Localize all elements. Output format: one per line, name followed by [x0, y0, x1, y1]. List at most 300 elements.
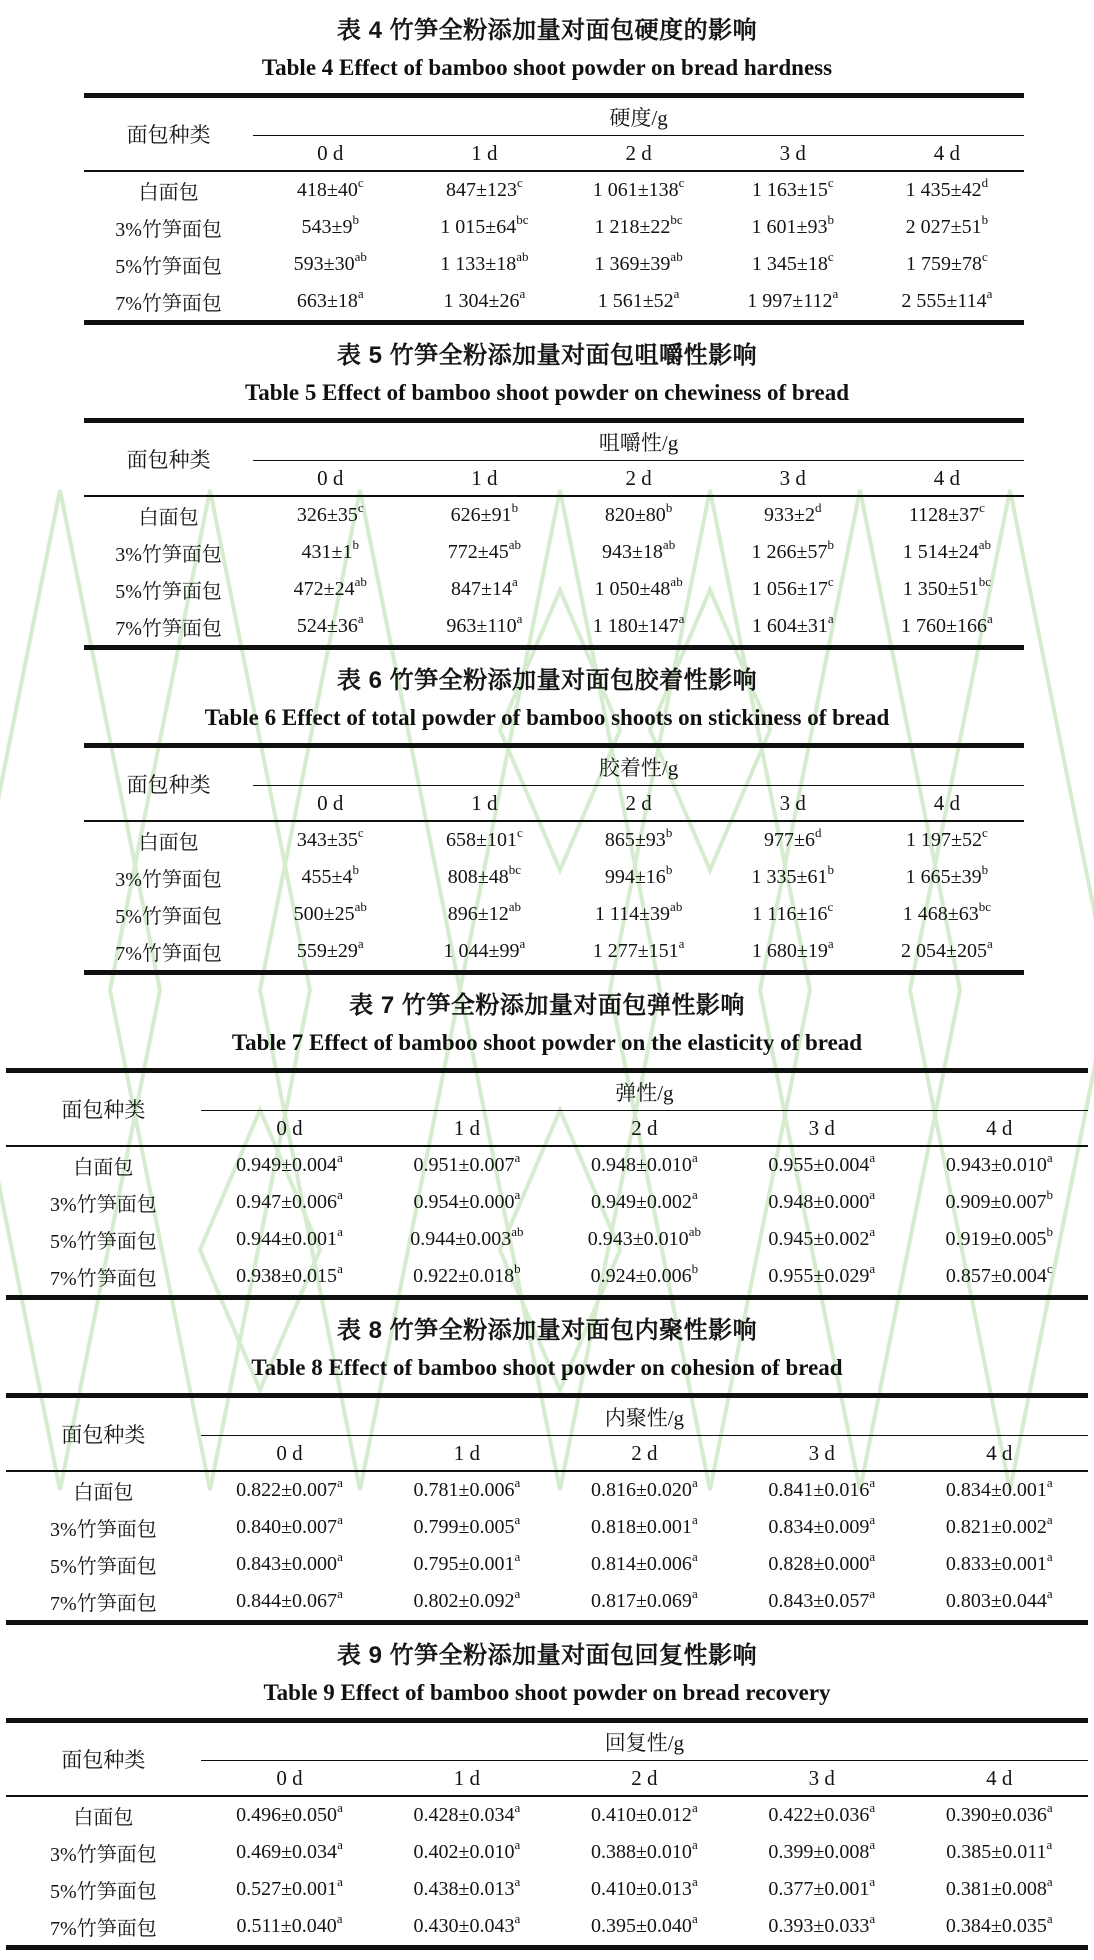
- measurement-value: 0.949±0.002: [590, 1191, 692, 1213]
- value-cell: [911, 1258, 1089, 1298]
- row-name: 7%竹笋面包: [115, 943, 222, 965]
- table-title-en: Table 6 Effect of total powder of bamboo shoots on stickiness of bread: [204, 705, 890, 730]
- measurement-value: 0.947±0.006: [236, 1191, 338, 1213]
- significance-letter: bc: [516, 212, 529, 227]
- measurement-value: 1 015±64: [440, 216, 517, 238]
- day-header: 3 d: [733, 1436, 910, 1472]
- table-body: [6, 1146, 1088, 1298]
- value-cell: [253, 821, 407, 859]
- value-cell: [378, 1184, 555, 1221]
- significance-letter: a: [357, 936, 364, 951]
- significance-letter: ab: [508, 537, 522, 552]
- significance-letter: b: [352, 212, 359, 227]
- significance-letter: ab: [354, 899, 367, 914]
- table-wrapper: [6, 1393, 1088, 1625]
- significance-letter: c: [982, 249, 988, 264]
- value-cell: [562, 933, 716, 973]
- measurement-value: 0.438±0.013: [413, 1878, 515, 1900]
- value-cell: [870, 608, 1024, 648]
- value-cell: [733, 1258, 910, 1298]
- measurement-value: 0.388±0.010: [590, 1841, 692, 1863]
- significance-letter: bc: [978, 899, 992, 914]
- measurement-value: 0.938±0.015: [236, 1265, 338, 1287]
- significance-letter: a: [869, 1512, 876, 1527]
- table-body: [84, 171, 1024, 323]
- value-cell: [556, 1258, 733, 1298]
- day-header: 2 d: [556, 1111, 733, 1147]
- table-wrapper: [84, 93, 1024, 325]
- value-cell: [201, 1509, 378, 1546]
- significance-letter: a: [514, 1837, 521, 1852]
- significance-letter: a: [869, 1261, 876, 1276]
- table-row: [84, 608, 1024, 648]
- measurement-value: 0.945±0.002: [768, 1228, 870, 1250]
- measurement-value: 1 680±19: [751, 940, 828, 962]
- significance-letter: a: [1046, 1837, 1053, 1852]
- significance-letter: a: [869, 1475, 876, 1490]
- value-cell: [733, 1834, 910, 1871]
- value-cell: [911, 1796, 1089, 1834]
- row-name: 白面包: [73, 1807, 134, 1829]
- significance-letter: a: [336, 1911, 343, 1926]
- measurement-value: 0.840±0.007: [236, 1516, 338, 1538]
- table-header: [84, 96, 1024, 172]
- significance-letter: a: [519, 936, 526, 951]
- data-table: [84, 93, 1024, 325]
- measurement-value: 0.822±0.007: [236, 1479, 338, 1501]
- measurement-value: 0.402±0.010: [413, 1841, 515, 1863]
- table-title-en: Table 7 Effect of bamboo shoot powder on the elasticity of bread: [231, 1030, 863, 1055]
- row-name: 白面包: [138, 832, 199, 854]
- value-cell: [733, 1221, 910, 1258]
- measurement-value: 0.843±0.000: [236, 1553, 338, 1575]
- day-header: 1 d: [407, 136, 561, 172]
- value-cell: [716, 534, 870, 571]
- measurement-value: 0.821±0.002: [945, 1516, 1047, 1538]
- measurement-value: 0.816±0.020: [590, 1479, 692, 1501]
- measurement-value: 524±36: [296, 615, 358, 637]
- table-title-zh: 表 8 竹笋全粉添加量对面包内聚性影响: [336, 1317, 758, 1344]
- value-cell: [556, 1546, 733, 1583]
- value-cell: [556, 1471, 733, 1509]
- header-row-measure: [6, 1721, 1088, 1761]
- measurement-value: 658±101: [446, 829, 518, 851]
- measurement-value: 0.922±0.018: [413, 1265, 515, 1287]
- value-cell: [716, 859, 870, 896]
- value-cell: [716, 933, 870, 973]
- significance-letter: c: [827, 899, 834, 914]
- day-header: 3 d: [716, 461, 870, 497]
- value-cell: [556, 1871, 733, 1908]
- measurement-value: 1 561±52: [597, 290, 674, 312]
- table-row: [84, 896, 1024, 933]
- day-header: 1 d: [407, 461, 561, 497]
- measurement-value: 0.803±0.044: [945, 1590, 1047, 1612]
- measurement-value: 0.802±0.092: [413, 1590, 515, 1612]
- measurement-value: 1 197±52: [906, 829, 982, 851]
- measurement-value: 1 277±151: [592, 940, 679, 962]
- measurement-value: 663±18: [296, 290, 358, 312]
- header-row-measure: [84, 421, 1024, 461]
- significance-letter: a: [516, 611, 523, 626]
- day-header: 2 d: [556, 1761, 733, 1797]
- data-table: [6, 1718, 1088, 1950]
- significance-letter: a: [514, 1800, 521, 1815]
- header-row-measure: [6, 1071, 1088, 1111]
- significance-letter: bc: [508, 862, 522, 877]
- measurement-value: 1 468±63: [902, 903, 979, 925]
- value-cell: [562, 171, 716, 209]
- value-cell: [556, 1796, 733, 1834]
- significance-letter: d: [814, 500, 822, 515]
- significance-letter: a: [691, 1874, 698, 1889]
- value-cell: [716, 171, 870, 209]
- value-cell: [556, 1834, 733, 1871]
- table-block: [0, 985, 1094, 1300]
- table-row: [84, 859, 1024, 896]
- measurement-value: 0.399±0.008: [768, 1841, 870, 1863]
- measurement-value: 1 180±147: [592, 615, 679, 637]
- value-cell: [253, 896, 407, 933]
- measurement-value: 0.410±0.013: [590, 1878, 692, 1900]
- significance-letter: a: [514, 1187, 521, 1202]
- significance-letter: a: [869, 1549, 876, 1564]
- day-header: 4 d: [870, 461, 1024, 497]
- value-cell: [201, 1583, 378, 1623]
- table-row: [84, 821, 1024, 859]
- significance-letter: a: [357, 286, 364, 301]
- measurement-value: 0.384±0.035: [945, 1915, 1047, 1937]
- measurement-value: 1 350±51: [902, 578, 979, 600]
- significance-letter: bc: [670, 212, 683, 227]
- measurement-value: 2 054±205: [901, 940, 987, 962]
- row-name: 3%竹笋面包: [115, 544, 222, 566]
- significance-letter: d: [814, 825, 822, 840]
- measurement-value: 0.377±0.001: [768, 1878, 870, 1900]
- value-cell: [870, 933, 1024, 973]
- significance-letter: a: [1046, 1586, 1053, 1601]
- row-name: 白面包: [73, 1157, 134, 1179]
- data-table: [6, 1068, 1088, 1300]
- table-row: [84, 246, 1024, 283]
- measurement-value: 820±80: [604, 504, 666, 526]
- measurement-value: 0.817±0.069: [590, 1590, 692, 1612]
- significance-letter: a: [337, 1874, 343, 1889]
- value-cell: [870, 209, 1024, 246]
- value-cell: [407, 896, 561, 933]
- measurement-value: 1 760±166: [901, 615, 987, 637]
- significance-letter: a: [514, 1475, 521, 1490]
- value-cell: [870, 171, 1024, 209]
- value-cell: [556, 1509, 733, 1546]
- significance-letter: a: [1046, 1911, 1053, 1926]
- measurement-value: 0.496±0.050: [236, 1804, 338, 1826]
- measurement-value: 1 056±17: [751, 578, 828, 600]
- significance-letter: ab: [688, 1224, 701, 1239]
- table-row: [6, 1509, 1088, 1546]
- day-header: 3 d: [733, 1761, 910, 1797]
- bread-type-header: 面包种类: [6, 1721, 201, 1797]
- table-body: [84, 821, 1024, 973]
- value-cell: [253, 246, 407, 283]
- measurement-value: 0.430±0.043: [413, 1915, 515, 1937]
- value-cell: [716, 283, 870, 323]
- value-cell: [201, 1834, 378, 1871]
- significance-letter: a: [691, 1150, 698, 1165]
- significance-letter: a: [691, 1837, 698, 1852]
- value-cell: [733, 1471, 910, 1509]
- value-cell: [253, 209, 407, 246]
- significance-letter: a: [519, 286, 526, 301]
- value-cell: [733, 1509, 910, 1546]
- table-block: [0, 1310, 1094, 1625]
- value-cell: [733, 1546, 910, 1583]
- measurement-value: 1 044±99: [443, 940, 520, 962]
- row-name: 3%竹笋面包: [115, 219, 222, 241]
- value-cell: [870, 246, 1024, 283]
- measurement-value: 1 061±138: [592, 179, 679, 201]
- table-title-zh: 表 5 竹笋全粉添加量对面包咀嚼性影响: [336, 342, 758, 369]
- significance-letter: b: [665, 500, 673, 515]
- measurement-value: 865±93: [604, 829, 666, 851]
- day-header: 2 d: [562, 136, 716, 172]
- significance-letter: a: [514, 1549, 521, 1564]
- table-header: [84, 746, 1024, 822]
- value-cell: [716, 209, 870, 246]
- significance-letter: b: [827, 212, 834, 227]
- value-cell: [716, 571, 870, 608]
- value-cell: [870, 859, 1024, 896]
- value-cell: [407, 571, 561, 608]
- significance-letter: d: [981, 175, 989, 190]
- significance-letter: a: [869, 1586, 876, 1601]
- table-row: [6, 1258, 1088, 1298]
- data-table: [84, 418, 1024, 650]
- measurement-value: 1 050±48: [594, 578, 671, 600]
- value-cell: [253, 933, 407, 973]
- significance-letter: a: [869, 1187, 876, 1202]
- row-name: 白面包: [138, 182, 199, 204]
- value-cell: [562, 896, 716, 933]
- measurement-value: 0.841±0.016: [768, 1479, 870, 1501]
- significance-letter: ab: [354, 249, 367, 264]
- table-row: [84, 933, 1024, 973]
- significance-letter: a: [337, 1224, 343, 1239]
- measurement-value: 1 514±24: [902, 541, 979, 563]
- significance-letter: a: [827, 936, 834, 951]
- significance-letter: a: [678, 611, 685, 626]
- significance-letter: a: [1046, 1512, 1053, 1527]
- significance-letter: c: [979, 500, 985, 515]
- table-wrapper: [6, 1718, 1088, 1950]
- value-cell: [733, 1184, 910, 1221]
- significance-letter: b: [691, 1261, 699, 1276]
- measurement-value: 0.834±0.009: [768, 1516, 870, 1538]
- significance-letter: b: [827, 862, 834, 877]
- significance-letter: a: [691, 1911, 698, 1926]
- row-name: 7%竹笋面包: [50, 1268, 157, 1290]
- significance-letter: c: [357, 500, 364, 515]
- value-cell: [407, 246, 561, 283]
- day-header: 1 d: [378, 1436, 555, 1472]
- measurement-value: 1 435±42: [905, 179, 982, 201]
- value-cell: [870, 896, 1024, 933]
- measurement-value: 0.511±0.040: [236, 1915, 337, 1937]
- measurement-value: 0.818±0.001: [590, 1516, 692, 1538]
- table-wrapper: [84, 743, 1024, 975]
- day-header: 1 d: [378, 1761, 555, 1797]
- measurement-value: 1 345±18: [751, 253, 828, 275]
- significance-letter: a: [337, 1800, 343, 1815]
- significance-letter: a: [514, 1911, 521, 1926]
- significance-letter: b: [981, 862, 989, 877]
- table-title-zh: 表 6 竹笋全粉添加量对面包胶着性影响: [336, 667, 758, 694]
- value-cell: [201, 1146, 378, 1184]
- day-header: 0 d: [201, 1761, 378, 1797]
- measurement-value: 772±45: [447, 541, 509, 563]
- measurement-value: 0.949±0.004: [236, 1154, 338, 1176]
- day-header: 0 d: [201, 1436, 378, 1472]
- value-cell: [556, 1583, 733, 1623]
- significance-letter: ab: [354, 574, 367, 589]
- measure-header: 咀嚼性/g: [253, 421, 1024, 461]
- significance-letter: b: [352, 537, 359, 552]
- value-cell: [870, 534, 1024, 571]
- significance-letter: a: [337, 1586, 343, 1601]
- table-row: [84, 534, 1024, 571]
- significance-letter: ab: [670, 574, 683, 589]
- data-table: [6, 1393, 1088, 1625]
- measure-header: 胶着性/g: [253, 746, 1024, 786]
- measurement-value: 0.410±0.012: [590, 1804, 692, 1826]
- significance-letter: a: [691, 1586, 698, 1601]
- table-block: [0, 335, 1094, 650]
- table-title-zh: 表 4 竹笋全粉添加量对面包硬度的影响: [336, 17, 758, 44]
- measurement-value: 0.828±0.000: [768, 1553, 870, 1575]
- significance-letter: c: [827, 175, 834, 190]
- value-cell: [201, 1796, 378, 1834]
- measurement-value: 943±18: [601, 541, 663, 563]
- significance-letter: b: [665, 862, 673, 877]
- measurement-value: 0.844±0.067: [236, 1590, 338, 1612]
- table-title-en: Table 9 Effect of bamboo shoot powder on bread recovery: [263, 1680, 831, 1705]
- day-header: 4 d: [911, 1761, 1089, 1797]
- row-name: 3%竹笋面包: [50, 1194, 157, 1216]
- measurement-value: 977±6: [763, 829, 815, 851]
- value-cell: [870, 283, 1024, 323]
- value-cell: [911, 1221, 1089, 1258]
- significance-letter: b: [981, 212, 989, 227]
- row-name: 7%竹笋面包: [50, 1593, 157, 1615]
- value-cell: [201, 1871, 378, 1908]
- value-cell: [911, 1834, 1089, 1871]
- value-cell: [556, 1221, 733, 1258]
- value-cell: [378, 1258, 555, 1298]
- value-cell: [407, 933, 561, 973]
- value-cell: [870, 571, 1024, 608]
- row-name: 7%竹笋面包: [115, 293, 222, 315]
- measurement-value: 0.395±0.040: [590, 1915, 692, 1937]
- measurement-value: 1 601±93: [751, 216, 828, 238]
- header-row-measure: [84, 746, 1024, 786]
- value-cell: [378, 1871, 555, 1908]
- value-cell: [378, 1221, 555, 1258]
- measurement-value: 0.428±0.034: [413, 1804, 515, 1826]
- significance-letter: a: [1046, 1150, 1053, 1165]
- value-cell: [378, 1834, 555, 1871]
- value-cell: [253, 571, 407, 608]
- significance-letter: a: [1046, 1475, 1053, 1490]
- bread-type-header: 面包种类: [84, 421, 253, 497]
- significance-letter: ab: [511, 1224, 524, 1239]
- table-title-en: Table 5 Effect of bamboo shoot powder on chewiness of bread: [245, 380, 849, 405]
- measurement-value: 1 335±61: [751, 866, 828, 888]
- measurement-value: 1 304±26: [443, 290, 520, 312]
- day-header: 2 d: [562, 461, 716, 497]
- value-cell: [407, 496, 561, 534]
- bread-type-header: 面包种类: [84, 746, 253, 822]
- measurement-value: 0.951±0.007: [413, 1154, 515, 1176]
- significance-letter: b: [827, 537, 834, 552]
- table-row: [6, 1871, 1088, 1908]
- row-name: 5%竹笋面包: [115, 906, 222, 928]
- table-wrapper: [6, 1068, 1088, 1300]
- measurement-value: 0.948±0.000: [768, 1191, 870, 1213]
- measurement-value: 0.944±0.001: [236, 1228, 338, 1250]
- measure-header: 内聚性/g: [201, 1396, 1088, 1436]
- significance-letter: b: [514, 1261, 521, 1276]
- value-cell: [201, 1184, 378, 1221]
- table-body: [6, 1471, 1088, 1623]
- table-wrapper: [84, 418, 1024, 650]
- table-row: [6, 1221, 1088, 1258]
- measurement-value: 847±14: [451, 578, 513, 600]
- significance-letter: a: [514, 1874, 521, 1889]
- significance-letter: ab: [662, 537, 676, 552]
- measurement-value: 0.943±0.010: [945, 1154, 1047, 1176]
- significance-letter: c: [357, 825, 364, 840]
- measurement-value: 0.955±0.029: [768, 1265, 870, 1287]
- day-header: 4 d: [870, 136, 1024, 172]
- measurement-value: 626±91: [450, 504, 512, 526]
- table-title-en: Table 8 Effect of bamboo shoot powder on cohesion of bread: [251, 1355, 843, 1380]
- table-row: [84, 209, 1024, 246]
- significance-letter: a: [337, 1475, 343, 1490]
- significance-letter: a: [514, 1586, 521, 1601]
- measurement-value: 0.799±0.005: [413, 1516, 515, 1538]
- value-cell: [562, 246, 716, 283]
- measurement-value: 1 218±22: [594, 216, 671, 238]
- measurement-value: 0.781±0.006: [413, 1479, 515, 1501]
- measurement-value: 0.948±0.010: [590, 1154, 692, 1176]
- tables-container: [0, 10, 1094, 1950]
- value-cell: [562, 571, 716, 608]
- day-header: 3 d: [716, 786, 870, 822]
- measurement-value: 326±35: [296, 504, 358, 526]
- significance-letter: b: [352, 862, 359, 877]
- table-row: [6, 1583, 1088, 1623]
- value-cell: [407, 283, 561, 323]
- significance-letter: a: [691, 1187, 698, 1202]
- significance-letter: c: [357, 175, 364, 190]
- value-cell: [407, 859, 561, 896]
- measurement-value: 1 163±15: [751, 179, 828, 201]
- day-header: 1 d: [378, 1111, 555, 1147]
- day-header: 1 d: [407, 786, 561, 822]
- significance-letter: b: [1046, 1224, 1053, 1239]
- table-row: [6, 1471, 1088, 1509]
- row-name: 白面包: [73, 1482, 134, 1504]
